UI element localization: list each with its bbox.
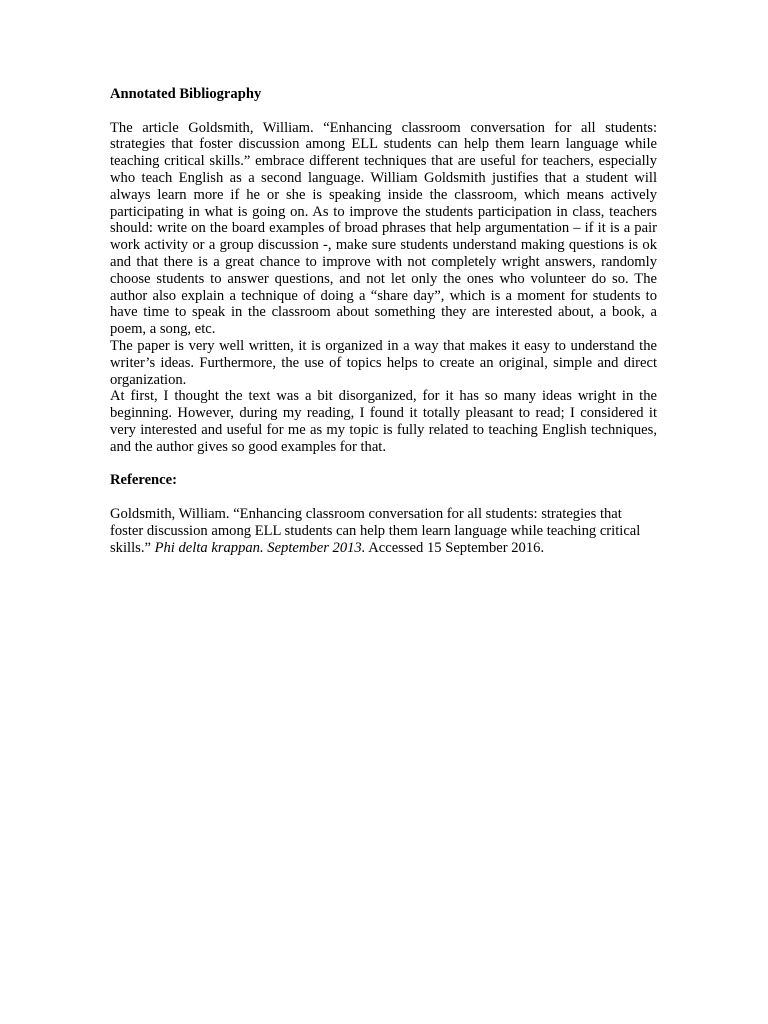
reference-text-start: Goldsmith, William. “Enhancing classroom conversation for all students: strategies that foster discussion among ELL students can help them learn language while teaching critical skills.” bbox=[110, 505, 641, 556]
reference-journal: Phi delta krappan. September 2013. bbox=[154, 539, 366, 556]
document-page bbox=[110, 86, 657, 556]
paragraph-evaluation: The paper is very well written, it is organized in a way that makes it easy to understand the writer’s ideas. Furthermore, the use of topics helps to create an original, simple and direct organization. bbox=[110, 337, 657, 388]
document-title: Annotated Bibliography bbox=[110, 86, 262, 102]
spacer bbox=[110, 489, 657, 506]
spacer bbox=[110, 456, 657, 473]
spacer bbox=[110, 103, 657, 120]
paragraph-summary: The article Goldsmith, William. “Enhancing classroom conversation for all students: strategies that foster discussion among ELL students can help them learn language while teaching critical skills.” embrace different techniques that are useful for teachers, especially who teach English as a second language. William Goldsmith justifies that a student will always learn more if he or she is speaking inside the classroom, which means actively participating in what is going on. As to improve the students participation in class, teachers should: write on the board examples of broad phrases that help argumentation – if it is a pair work activity or a group discussion -, make sure students understand making questions is ok and that there is a great chance to improve with not completely wright answers, randomly choose students to answer questions, and not let only the ones who volunteer do so. The author also explain a technique of doing a “share day”, which is a moment for students to have time to speak in the classroom about something they are interested about, a book, a poem, a song, etc. bbox=[110, 119, 657, 338]
paragraph-reflection: At first, I thought the text was a bit disorganized, for it has so many ideas wright in the beginning. However, during my reading, I found it totally pleasant to read; I considered it very interested and useful for me as my topic is fully related to teaching English techniques, and the author gives so good examples for that. bbox=[110, 388, 657, 455]
reference-heading: Reference: bbox=[110, 472, 177, 489]
reference-citation bbox=[110, 506, 657, 556]
reference-text-end: Accessed 15 September 2016. bbox=[365, 539, 545, 556]
